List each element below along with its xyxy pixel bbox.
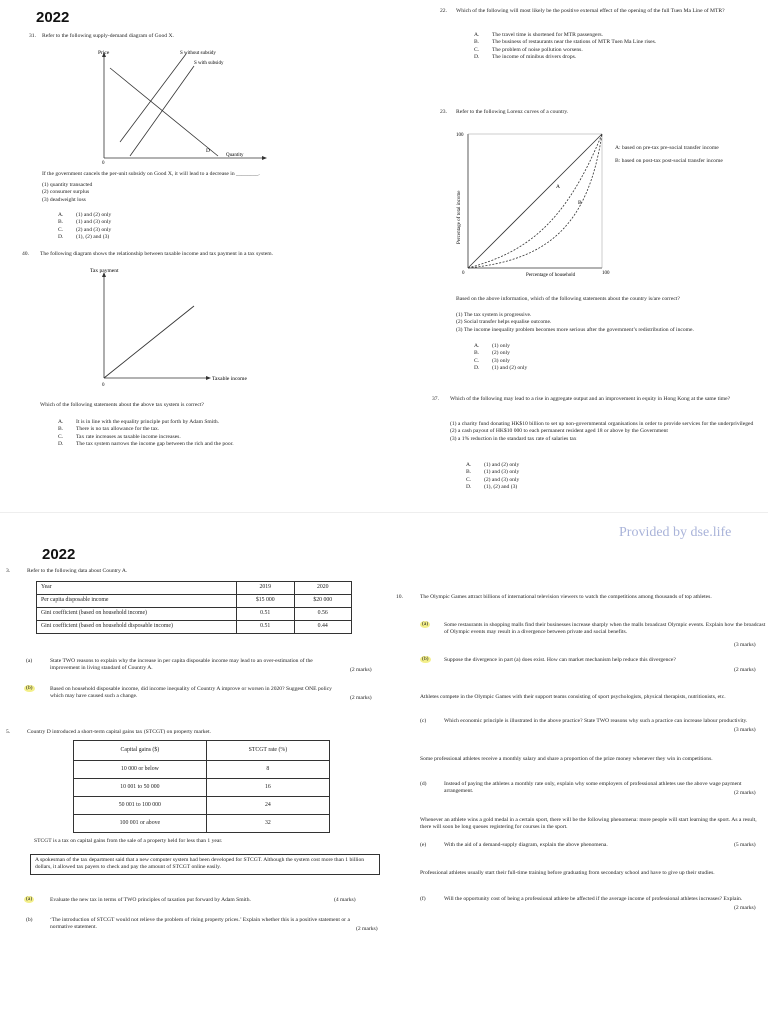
table-cell: 24 (206, 797, 329, 815)
table-header-cell: Capital gains ($) (74, 741, 207, 761)
table-cell: $15 000 (237, 595, 295, 608)
q3-number: 3. (6, 568, 11, 574)
q3-data-table (36, 581, 352, 634)
table-header-cell: 2020 (294, 582, 352, 595)
q10c-label: (c) (420, 718, 427, 724)
q37-option-c: C. (2) and (3) only (466, 476, 520, 483)
year-heading-bottom: 2022 (42, 546, 76, 563)
q22-option-d: D. The income of minibus drivers drops. (474, 53, 577, 60)
q10-stem: The Olympic Games attract billions of international television viewers to watch the competitions among thousands of top athletes. (420, 594, 712, 600)
q10d-marks: (2 marks) (734, 790, 756, 796)
q23-origin-label: 0 (462, 271, 465, 276)
q10f-marks: (2 marks) (734, 905, 756, 911)
q31-s-without-label: S without subsidy (180, 51, 216, 56)
q23-question: Based on the above information, which of the following statements about the country is/are correct? (456, 296, 680, 302)
q5-stcgt-table (73, 740, 330, 833)
q10b-marks: (2 marks) (734, 667, 756, 673)
q40-y-label: Tax payment (90, 268, 119, 274)
q23-legend-b: B: based on post-tax post-social transfer income (615, 158, 723, 165)
q23-y-axis-label: Percentage of total income (457, 190, 462, 244)
q10-number: 10. (396, 594, 403, 600)
q23-curve-a-label: A (556, 184, 560, 190)
q10c-marks: (3 marks) (734, 727, 756, 733)
q10a-text: Some restaurants in shopping malls find their businesses increase sharply when the malls broadcast Olympic events. Explain how the broadcast of Olympic events may result in a divergence between private and social benefits. (444, 622, 766, 636)
q40-option-b: B. There is no tax allowance for the tax. (58, 426, 160, 433)
q40-number: 40. (22, 251, 29, 257)
table-cell: 100 001 or above (74, 815, 207, 833)
q23-option-c: C. (3) only (474, 357, 510, 364)
q5a-marks: (4 marks) (334, 897, 356, 903)
q40-question: Which of the following statements about the above tax system is correct? (40, 402, 204, 408)
q31-d-label: D (206, 148, 210, 154)
q37-items (450, 421, 764, 443)
q23-number: 23. (440, 109, 447, 115)
q10e-marks: (5 marks) (734, 842, 756, 848)
q23-stem: Refer to the following Lorenz curves of a country. (456, 109, 569, 115)
q31-stem: Refer to the following supply-demand diagram of Good X. (42, 33, 174, 39)
q22-stem: Which of the following will most likely be the positive external effect of the opening of the full Tuen Ma Line of MTR? (456, 8, 725, 14)
table-cell: 0.51 (237, 621, 295, 634)
q22-number: 22. (440, 8, 447, 14)
q10c-text: Which economic principle is illustrated in the above practice? State TWO reasons why such a practice can increase labour productivity. (444, 718, 748, 724)
q22-option-b: B. The business of restaurants near the stations of MTR Tuen Ma Line rises. (474, 39, 657, 46)
q31-origin-label: 0 (102, 161, 105, 166)
q23-item: (2) Social transfer helps equalise outcome. (456, 319, 552, 326)
table-header-cell: Year (37, 582, 237, 595)
table-row (37, 582, 352, 595)
q3b-marks: (2 marks) (350, 695, 372, 701)
q23-legend (615, 145, 723, 166)
q3a-label: (a) (26, 658, 33, 664)
q37-option-a: A. (1) and (2) only (466, 462, 520, 468)
q23-items (456, 312, 761, 334)
watermark: Provided by dse.life (619, 525, 732, 540)
q3-stem: Refer to the following data about Country A. (27, 568, 128, 574)
table-cell: 8 (206, 761, 329, 779)
table-cell: 32 (206, 815, 329, 833)
table-cell: 0.44 (294, 621, 352, 634)
table-row (74, 815, 330, 833)
table-row (37, 621, 352, 634)
q31-item: (3) deadweight loss (42, 196, 86, 203)
q23-option-a: A. (1) only (474, 343, 510, 349)
q3a-text: State TWO reasons to explain why the increase in per capita disposable income may lead to an over-estimation of the improvement in living standard of Country A. (50, 658, 313, 672)
q37-number: 37. (432, 396, 439, 402)
table-row (74, 779, 330, 797)
q5a-text: Evaluate the new tax in terms of TWO principles of taxation put forward by Adam Smith. (50, 897, 251, 903)
q5b-label: (b) (26, 917, 33, 923)
table-row (74, 761, 330, 779)
table-cell: $20 000 (294, 595, 352, 608)
q5a-label: (a) (26, 896, 33, 902)
q40-x-label: Taxable income (212, 376, 247, 382)
q37-item: (1) a charity fund donating HK$10 billion to set up non-governmental organisations in order to provide services for the underprivileged (450, 421, 754, 427)
q10a-marks: (3 marks) (734, 642, 756, 648)
q10e-label: (e) (420, 842, 427, 848)
q23-legend-a: A: based on pre-tax pre-social transfer income (615, 145, 719, 151)
q40-tax-diagram (84, 264, 274, 388)
table-cell: Per capita disposable income (37, 595, 237, 608)
q22-option-c: C. The problem of noise pollution worsens. (474, 46, 583, 53)
q10f-text: Will the opportunity cost of being a professional athlete be affected if the average income of professional athletes increases? Explain. (444, 896, 743, 902)
q3a-marks: (2 marks) (350, 667, 372, 673)
table-cell: 10 000 or below (74, 761, 207, 779)
q22-option-a: A. The travel time is shortened for MTR passengers. (474, 32, 603, 38)
q40-origin-label: 0 (102, 383, 105, 388)
q37-options (466, 462, 519, 491)
q37-item: (2) a cash payout of HK$10 000 to each permanent resident aged 18 or above by the Government (450, 428, 668, 435)
q23-curve-b-label: B (578, 200, 582, 206)
q10a-label: (a) (422, 621, 429, 627)
q23-item: (3) The income inequality problem becomes more serious after the government’s redistribution of income. (456, 326, 694, 333)
q23-xmax-label: 100 (602, 271, 610, 276)
table-cell: 16 (206, 779, 329, 797)
q3b-label: (b) (26, 685, 33, 691)
q22-options (474, 32, 656, 61)
q23-x-axis-label: Percentage of household (526, 273, 576, 278)
q31-option-c: C. (2) and (3) only (58, 226, 112, 233)
q10-para-5: Professional athletes usually start their full-time training before graduating from secondary school and have to give up their studies. (420, 870, 715, 876)
q23-options (474, 343, 527, 372)
section-divider (0, 512, 768, 513)
q23-option-d: D. (1) and (2) only (474, 364, 528, 371)
q5b-text: ‘The introduction of STCGT would not relieve the problem of rising property prices.’ Explain whether this is a positive statement or a normative statement. (50, 917, 350, 931)
q31-items (42, 182, 92, 204)
q5b-marks: (2 marks) (356, 926, 378, 932)
q31-price-label: Price (98, 50, 110, 56)
table-cell: Gini coefficient (based on household disposable income) (37, 621, 237, 634)
q23-ymax-label: 100 (456, 133, 464, 138)
q23-option-b: B. (2) only (474, 350, 510, 357)
table-row (74, 797, 330, 815)
q31-item: (1) quantity transacted (42, 182, 93, 188)
q37-option-b: B. (1) and (3) only (466, 469, 520, 476)
q40-option-d: D. The tax system narrows the income gap between the rich and the poor. (58, 440, 234, 447)
q23-item: (1) The tax system is progressive. (456, 312, 532, 318)
q31-option-b: B. (1) and (3) only (58, 219, 112, 226)
q31-quantity-label: Quantity (226, 153, 244, 158)
q31-number: 31. (29, 33, 36, 39)
q31-s-with-label: S with subsidy (194, 61, 224, 66)
q31-item: (2) consumer surplus (42, 189, 90, 196)
q5-quote-box: A spokesman of the tax department said that a new computer system had been developed for STCGT. Although the system cost more than 1 billion dollars, it allowed tax payers to check and pay the amount of STCGT online easily. (30, 854, 380, 875)
q40-stem: The following diagram shows the relationship between taxable income and tax payment in a tax system. (40, 251, 274, 257)
q40-options (58, 419, 234, 448)
table-cell: 0.56 (294, 608, 352, 621)
table-cell: 50 001 to 100 000 (74, 797, 207, 815)
table-cell: 10 001 to 50 000 (74, 779, 207, 797)
table-cell: Gini coefficient (based on household income) (37, 608, 237, 621)
table-row (37, 608, 352, 621)
year-heading-top: 2022 (36, 9, 70, 26)
table-cell: 0.51 (237, 608, 295, 621)
table-header-cell: STCGT rate (%) (206, 741, 329, 761)
table-header-cell: 2019 (237, 582, 295, 595)
q37-item: (3) a 1% reduction in the standard tax rate of salaries tax (450, 435, 577, 442)
q10-para-4: Whenever an athlete wins a gold medal in a certain sport, there will be the following phenomena: more people will start learning the sport. As a result, there will soon be long queues registering for courses in the sport. (420, 817, 757, 831)
q37-option-d: D. (1), (2) and (3) (466, 483, 518, 490)
q5-stem: Country D introduced a short-term capital gains tax (STCGT) on property market. (27, 729, 211, 735)
q10d-label: (d) (420, 781, 427, 787)
q10d-text: Instead of paying the athletes a monthly rate only, explain why some employers of professional athletes use the above wage payment arrangement. (444, 781, 742, 795)
q10b-label: (b) (422, 656, 429, 662)
q23-lorenz-diagram (448, 126, 618, 278)
q10b-text: Suppose the divergence in part (a) does exist. How can market mechanism help reduce this divergence? (444, 657, 676, 663)
q31-option-a: A. (1) and (2) only (58, 212, 112, 218)
q37-stem: Which of the following may lead to a rise in aggregate output and an improvement in equity in Hong Kong at the same time? (450, 396, 731, 402)
q31-option-d: D. (1), (2) and (3) (58, 233, 110, 240)
q40-option-a: A. It is in line with the equality principle put forth by Adam Smith. (58, 419, 220, 425)
q5-note: STCGT is a tax on capital gains from the sale of a property held for less than 1 year. (34, 838, 223, 844)
q3b-text: Based on household disposable income, did income inequality of Country A improve or worsen in 2020? Suggest ONE policy which may have caused such a change. (50, 686, 332, 700)
q10f-label: (f) (420, 896, 426, 902)
table-row (74, 741, 330, 761)
q10e-text: With the aid of a demand-supply diagram, explain the above phenomena. (444, 842, 608, 848)
q5-number: 5. (6, 729, 11, 735)
q10-para-3: Some professional athletes receive a monthly salary and share a proportion of the prize money whenever they win in competitions. (420, 756, 713, 762)
q10-para-2: Athletes compete in the Olympic Games with their support teams consisting of sport psychologists, physical therapists, nutritionists, etc. (420, 694, 726, 700)
q31-question: If the government cancels the per-unit subsidy on Good X, it will lead to a decrease in ________. (42, 171, 260, 177)
q40-option-c: C. Tax rate increases as taxable income increases. (58, 433, 181, 440)
q31-supply-demand-diagram (90, 46, 270, 166)
q31-options (58, 212, 111, 241)
table-row (37, 595, 352, 608)
